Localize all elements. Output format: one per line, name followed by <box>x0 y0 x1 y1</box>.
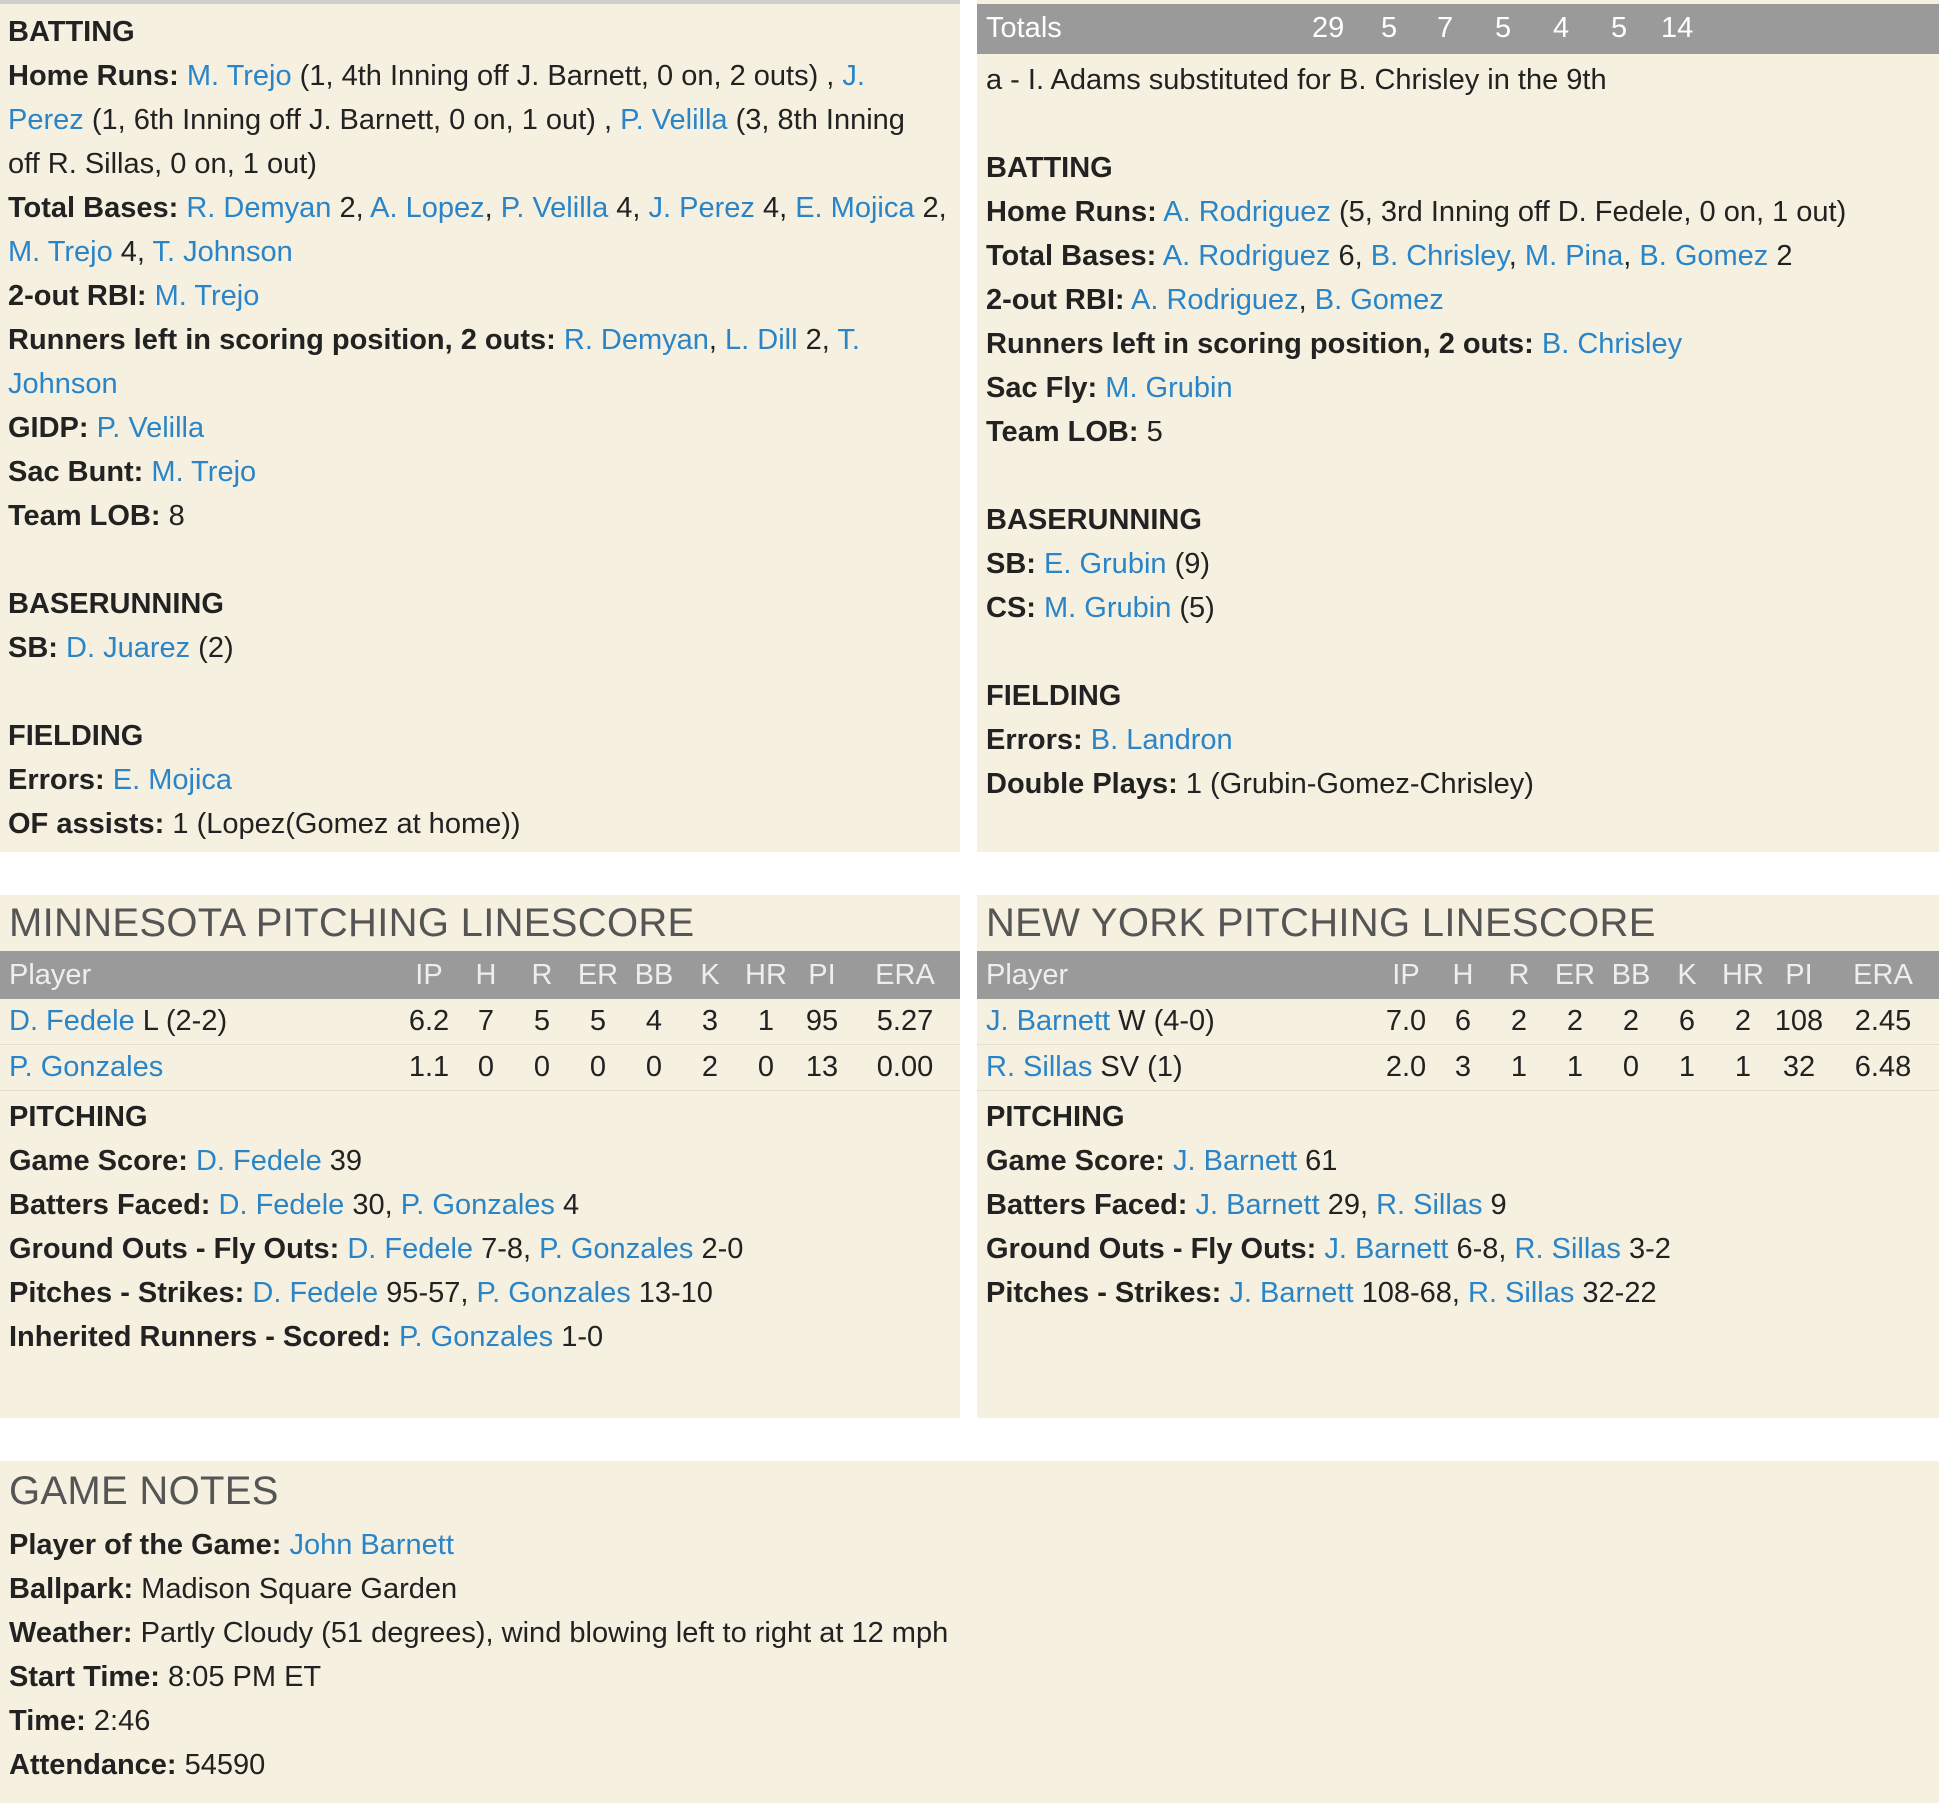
home-run-detail: (1, 6th Inning off J. Barnett, 0 on, 1 out) , <box>83 104 621 136</box>
column-header: K <box>682 951 738 999</box>
stat-text: 3-2 <box>1620 1233 1671 1265</box>
player-link[interactable]: A. Lopez <box>370 192 485 224</box>
stat-cell: 2 <box>1715 999 1771 1045</box>
stat-text: (5) <box>1171 592 1215 624</box>
ballpark-line <box>9 1567 1939 1611</box>
stat-text: 108-68, <box>1353 1277 1468 1309</box>
player-link[interactable]: John Barnett <box>289 1529 454 1561</box>
home-runs-label: Home Runs: <box>986 196 1157 228</box>
stat-cell: 3 <box>682 999 738 1045</box>
column-header: HR <box>738 951 794 999</box>
player-link[interactable]: M. Trejo <box>154 280 260 312</box>
player-link[interactable]: Johnson <box>8 368 118 400</box>
risp-line <box>986 322 1939 366</box>
weather-value: Partly Cloudy (51 degrees), wind blowing left to right at 12 mph <box>132 1617 949 1649</box>
of-assists-value: 1 (Lopez(Gomez at home)) <box>164 808 521 840</box>
inherited-runners-label: Inherited Runners - Scored: <box>9 1321 391 1353</box>
player-link[interactable]: J. Barnett <box>1172 1145 1298 1177</box>
total-bases-line <box>986 234 1939 278</box>
section-title: NEW YORK PITCHING LINESCORE <box>986 901 1656 945</box>
stat-text: 32-22 <box>1574 1277 1657 1309</box>
player-link[interactable]: P. Gonzales <box>9 1051 164 1083</box>
column-header: Player <box>977 951 1377 999</box>
stat-text: 30, <box>344 1189 401 1221</box>
fielding-header: FIELDING <box>8 720 144 752</box>
total-bases-line <box>8 186 960 274</box>
player-link[interactable]: R. Demyan <box>186 192 332 224</box>
player-cell <box>977 999 1377 1045</box>
start-time-line <box>9 1655 1939 1699</box>
gidp-line <box>8 406 960 450</box>
stat-cell: 1.1 <box>400 1045 458 1091</box>
minnesota-pitching-panel <box>0 895 960 1418</box>
player-link[interactable]: M. Trejo <box>8 236 113 268</box>
player-cell <box>0 999 400 1045</box>
stat-cell: 0 <box>570 1045 626 1091</box>
sb-line <box>8 626 960 670</box>
stat-text: 4, <box>608 192 649 224</box>
column-header: ER <box>1547 951 1603 999</box>
decision-note: L (2-2) <box>134 1005 228 1037</box>
of-assists-line <box>8 802 960 846</box>
batters-faced-label: Batters Faced: <box>9 1189 211 1221</box>
batters-faced-line <box>9 1183 960 1227</box>
game-notes-panel <box>0 1461 1939 1803</box>
stat-cell: 5 <box>514 999 570 1045</box>
weather-label: Weather: <box>9 1617 133 1649</box>
stat-text: 1-0 <box>553 1321 604 1353</box>
player-link[interactable]: A. Rodriguez <box>1131 284 1299 316</box>
player-link[interactable]: J. Perez <box>648 192 755 224</box>
player-link[interactable]: T. <box>837 324 860 356</box>
go-fo-line <box>986 1227 1939 1271</box>
pitching-header: PITCHING <box>9 1101 148 1133</box>
attendance-line <box>9 1743 1939 1787</box>
stat-cell: 0 <box>458 1045 514 1091</box>
sac-fly-line <box>986 366 1939 410</box>
totals-row <box>977 4 1939 54</box>
column-header: R <box>1491 951 1547 999</box>
player-link[interactable]: E. Mojica <box>112 764 233 796</box>
player-link[interactable]: R. Sillas <box>1376 1189 1483 1221</box>
sb-label: SB: <box>986 548 1036 580</box>
section-title: GAME NOTES <box>9 1469 279 1513</box>
column-header: H <box>458 951 514 999</box>
player-link[interactable]: D. Fedele <box>252 1277 379 1309</box>
player-link[interactable]: L. Dill <box>725 324 798 356</box>
team-lob-value: 8 <box>160 500 185 532</box>
stat-cell: 3 <box>1435 1045 1491 1091</box>
stat-text: 4, <box>754 192 796 224</box>
sac-bunt-label: Sac Bunt: <box>8 456 144 488</box>
stat-cell: 4 <box>626 999 682 1045</box>
player-link[interactable]: M. Trejo <box>186 60 292 92</box>
stat-text: 2, <box>797 324 838 356</box>
stat-text: 13-10 <box>630 1277 713 1309</box>
risp-label: Runners left in scoring position, 2 outs: <box>8 324 556 356</box>
batting-header: BATTING <box>8 16 135 48</box>
player-link[interactable]: R. Sillas <box>986 1051 1093 1083</box>
two-out-rbi-label: 2-out RBI: <box>986 284 1125 316</box>
home-runs-line <box>986 190 1939 234</box>
stat-text: , <box>484 192 501 224</box>
gidp-label: GIDP: <box>8 412 89 444</box>
player-link[interactable]: B. Gomez <box>1314 284 1444 316</box>
table-row <box>977 999 1939 1045</box>
go-fo-label: Ground Outs - Fly Outs: <box>986 1233 1317 1265</box>
home-runs-label: Home Runs: <box>8 60 179 92</box>
stat-text: 9 <box>1482 1189 1507 1221</box>
stat-cell: 1 <box>1659 1045 1715 1091</box>
stat-cell: 5.27 <box>850 999 960 1045</box>
table-header-row <box>977 951 1939 999</box>
stat-cell: 0 <box>514 1045 570 1091</box>
stat-text: 2-0 <box>693 1233 744 1265</box>
player-link[interactable]: R. Sillas <box>1468 1277 1575 1309</box>
stat-cell: 2 <box>1547 999 1603 1045</box>
stat-text: , <box>1298 284 1315 316</box>
stat-text: 2, <box>331 192 371 224</box>
inherited-runners-line <box>9 1315 960 1359</box>
player-link[interactable]: J. Barnett <box>1229 1277 1354 1309</box>
pitches-strikes-label: Pitches - Strikes: <box>9 1277 245 1309</box>
stat-text: 61 <box>1297 1145 1338 1177</box>
batters-faced-line <box>986 1183 1939 1227</box>
table-row <box>0 999 960 1045</box>
team-lob-label: Team LOB: <box>8 500 161 532</box>
column-header: Player <box>0 951 400 999</box>
team-lob-value: 5 <box>1138 416 1163 448</box>
of-assists-label: OF assists: <box>8 808 165 840</box>
errors-line <box>8 758 960 802</box>
home-runs-line <box>8 54 960 186</box>
risp-label: Runners left in scoring position, 2 outs: <box>986 328 1534 360</box>
errors-label: Errors: <box>986 724 1083 756</box>
game-score-line <box>986 1139 1939 1183</box>
player-cell <box>977 1045 1377 1091</box>
stat-cell: 2.0 <box>1377 1045 1435 1091</box>
column-header: PI <box>1771 951 1827 999</box>
stat-cell: 0 <box>1603 1045 1659 1091</box>
stat-cell: 0 <box>626 1045 682 1091</box>
player-link[interactable]: P. Gonzales <box>398 1321 554 1353</box>
stat-text: 6-8, <box>1448 1233 1515 1265</box>
totals-label: Totals <box>986 12 1062 44</box>
player-link[interactable]: Perez <box>8 104 84 136</box>
stat-cell: 6 <box>1435 999 1491 1045</box>
stat-text: 29, <box>1319 1189 1377 1221</box>
stat-cell: 5 <box>570 999 626 1045</box>
game-time-label: Time: <box>9 1705 86 1737</box>
pitches-strikes-line <box>9 1271 960 1315</box>
table-header-row <box>0 951 960 999</box>
player-link[interactable]: B. Landron <box>1090 724 1233 756</box>
batting-header: BATTING <box>986 152 1113 184</box>
stat-cell: 1 <box>738 999 794 1045</box>
fielding-header: FIELDING <box>986 680 1122 712</box>
stat-cell: 2 <box>1491 999 1547 1045</box>
home-run-detail: (1, 4th Inning off J. Barnett, 0 on, 2 outs) , <box>291 60 843 92</box>
section-title: MINNESOTA PITCHING LINESCORE <box>9 901 695 945</box>
baserunning-header: BASERUNNING <box>986 504 1202 536</box>
cs-label: CS: <box>986 592 1036 624</box>
player-link[interactable]: M. Grubin <box>1105 372 1233 404</box>
errors-label: Errors: <box>8 764 105 796</box>
stat-cell: 2 <box>682 1045 738 1091</box>
player-link[interactable]: D. Juarez <box>66 632 191 664</box>
totals-value: 29 <box>1312 12 1345 44</box>
two-out-rbi-line <box>986 278 1939 322</box>
baserunning-header: BASERUNNING <box>8 588 224 620</box>
totals-value: 14 <box>1661 12 1694 44</box>
team-lob-label: Team LOB: <box>986 416 1139 448</box>
stat-cell: 6.48 <box>1827 1045 1939 1091</box>
home-run-detail: off R. Sillas, 0 on, 1 out) <box>8 148 317 180</box>
stat-cell: 6 <box>1659 999 1715 1045</box>
column-header: IP <box>1377 951 1435 999</box>
player-link[interactable]: P. Gonzales <box>539 1233 694 1265</box>
stat-text: , <box>1623 240 1640 272</box>
pitching-linescore-table <box>977 951 1939 1091</box>
player-of-the-game-line <box>9 1523 1939 1567</box>
ballpark-label: Ballpark: <box>9 1573 134 1605</box>
player-link[interactable]: P. Gonzales <box>400 1189 555 1221</box>
player-link[interactable]: M. Pina <box>1524 240 1624 272</box>
team-lob-line <box>986 410 1939 454</box>
pitching-linescore-table <box>0 951 960 1091</box>
errors-line <box>986 718 1939 762</box>
stat-text: 6, <box>1330 240 1371 272</box>
player-link[interactable]: B. Chrisley <box>1541 328 1683 360</box>
totals-value: 4 <box>1553 12 1570 44</box>
stat-text: 39 <box>321 1145 363 1177</box>
column-header: HR <box>1715 951 1771 999</box>
newyork-pitching-panel <box>977 895 1939 1418</box>
player-link[interactable]: B. Chrisley <box>1370 240 1509 272</box>
team-lob-line <box>8 494 960 538</box>
stat-cell: 2.45 <box>1827 999 1939 1045</box>
player-cell <box>0 1045 400 1091</box>
stat-cell: 7.0 <box>1377 999 1435 1045</box>
stat-cell: 95 <box>794 999 850 1045</box>
stat-cell: 108 <box>1771 999 1827 1045</box>
player-link[interactable]: P. Velilla <box>500 192 609 224</box>
game-score-label: Game Score: <box>986 1145 1165 1177</box>
player-link[interactable]: E. Grubin <box>1044 548 1167 580</box>
player-link[interactable]: J. Barnett <box>1195 1189 1320 1221</box>
two-out-rbi-label: 2-out RBI: <box>8 280 147 312</box>
stat-text: 2, <box>914 192 947 224</box>
stat-text: 7-8, <box>473 1233 540 1265</box>
stat-cell: 13 <box>794 1045 850 1091</box>
ballpark-value: Madison Square Garden <box>133 1573 458 1605</box>
start-time-value: 8:05 PM ET <box>159 1661 322 1693</box>
potg-label: Player of the Game: <box>9 1529 282 1561</box>
home-run-detail: (3, 8th Inning <box>727 104 905 136</box>
stat-cell: 1 <box>1547 1045 1603 1091</box>
stat-cell: 0 <box>738 1045 794 1091</box>
stat-text: 95-57, <box>378 1277 477 1309</box>
table-row <box>977 1045 1939 1091</box>
stat-cell: 1 <box>1491 1045 1547 1091</box>
go-fo-label: Ground Outs - Fly Outs: <box>9 1233 340 1265</box>
column-header: K <box>1659 951 1715 999</box>
risp-line <box>8 318 960 406</box>
cs-line <box>986 586 1939 630</box>
decision-note: SV (1) <box>1092 1051 1183 1083</box>
player-link[interactable]: M. Grubin <box>1044 592 1172 624</box>
game-time-line <box>9 1699 1939 1743</box>
player-link[interactable]: E. Mojica <box>795 192 915 224</box>
double-plays-label: Double Plays: <box>986 768 1178 800</box>
batters-faced-label: Batters Faced: <box>986 1189 1188 1221</box>
sac-fly-label: Sac Fly: <box>986 372 1098 404</box>
column-header: ERA <box>850 951 960 999</box>
column-header: BB <box>1603 951 1659 999</box>
player-link[interactable]: T. Johnson <box>152 236 293 268</box>
player-link[interactable]: J. Barnett <box>986 1005 1111 1037</box>
stat-text: (2) <box>190 632 234 664</box>
player-link[interactable]: P. Velilla <box>620 104 728 136</box>
player-link[interactable]: D. Fedele <box>9 1005 135 1037</box>
stat-cell: 2 <box>1603 999 1659 1045</box>
stat-text: , <box>708 324 726 356</box>
stat-text: 4 <box>554 1189 580 1221</box>
player-link[interactable]: B. Gomez <box>1639 240 1769 272</box>
totals-value: 5 <box>1495 12 1512 44</box>
double-plays-line <box>986 762 1939 806</box>
player-link[interactable]: P. Velilla <box>96 412 205 444</box>
player-link[interactable]: J. Barnett <box>1324 1233 1449 1265</box>
stat-cell: 6.2 <box>400 999 458 1045</box>
stat-text: , <box>1508 240 1525 272</box>
totals-value: 7 <box>1437 12 1454 44</box>
column-header: ERA <box>1827 951 1939 999</box>
stat-text: 4, <box>112 236 153 268</box>
go-fo-line <box>9 1227 960 1271</box>
column-header: PI <box>794 951 850 999</box>
stat-cell: 7 <box>458 999 514 1045</box>
two-out-rbi-line <box>8 274 960 318</box>
player-link[interactable]: R. Demyan <box>563 324 709 356</box>
attendance-label: Attendance: <box>9 1749 177 1781</box>
total-bases-label: Total Bases: <box>8 192 179 224</box>
player-link[interactable]: J. <box>842 60 865 92</box>
stat-text: (9) <box>1166 548 1211 580</box>
sac-bunt-line <box>8 450 960 494</box>
substitution-note: a - I. Adams substituted for B. Chrisley in the 9th <box>986 64 1607 96</box>
column-header: ER <box>570 951 626 999</box>
stat-cell: 32 <box>1771 1045 1827 1091</box>
player-link[interactable]: D. Fedele <box>195 1145 322 1177</box>
table-row <box>0 1045 960 1091</box>
totals-value: 5 <box>1611 12 1628 44</box>
stat-text: 2 <box>1768 240 1793 272</box>
player-link[interactable]: A. Rodriguez <box>1162 240 1331 272</box>
player-link[interactable]: P. Gonzales <box>476 1277 631 1309</box>
total-bases-label: Total Bases: <box>986 240 1157 272</box>
newyork-batting-notes-panel <box>977 0 1939 852</box>
attendance-value: 54590 <box>176 1749 266 1781</box>
column-header: H <box>1435 951 1491 999</box>
sb-line <box>986 542 1939 586</box>
home-run-detail: (5, 3rd Inning off D. Fedele, 0 on, 1 out) <box>1330 196 1847 228</box>
game-score-line <box>9 1139 960 1183</box>
weather-line <box>9 1611 1939 1655</box>
pitches-strikes-line <box>986 1271 1939 1315</box>
sb-label: SB: <box>8 632 58 664</box>
player-link[interactable]: R. Sillas <box>1514 1233 1621 1265</box>
player-link[interactable]: D. Fedele <box>218 1189 345 1221</box>
player-link[interactable]: D. Fedele <box>347 1233 474 1265</box>
stat-cell: 1 <box>1715 1045 1771 1091</box>
column-header: R <box>514 951 570 999</box>
start-time-label: Start Time: <box>9 1661 160 1693</box>
pitches-strikes-label: Pitches - Strikes: <box>986 1277 1222 1309</box>
game-time-value: 2:46 <box>85 1705 151 1737</box>
column-header: BB <box>626 951 682 999</box>
pitching-header: PITCHING <box>986 1101 1125 1133</box>
player-link[interactable]: A. Rodriguez <box>1163 196 1331 228</box>
minnesota-batting-notes-panel <box>0 0 960 852</box>
decision-note: W (4-0) <box>1110 1005 1215 1037</box>
player-link[interactable]: M. Trejo <box>151 456 257 488</box>
game-score-label: Game Score: <box>9 1145 188 1177</box>
column-header: IP <box>400 951 458 999</box>
stat-cell: 0.00 <box>850 1045 960 1091</box>
double-plays-value: 1 (Grubin-Gomez-Chrisley) <box>1177 768 1534 800</box>
totals-value: 5 <box>1381 12 1398 44</box>
